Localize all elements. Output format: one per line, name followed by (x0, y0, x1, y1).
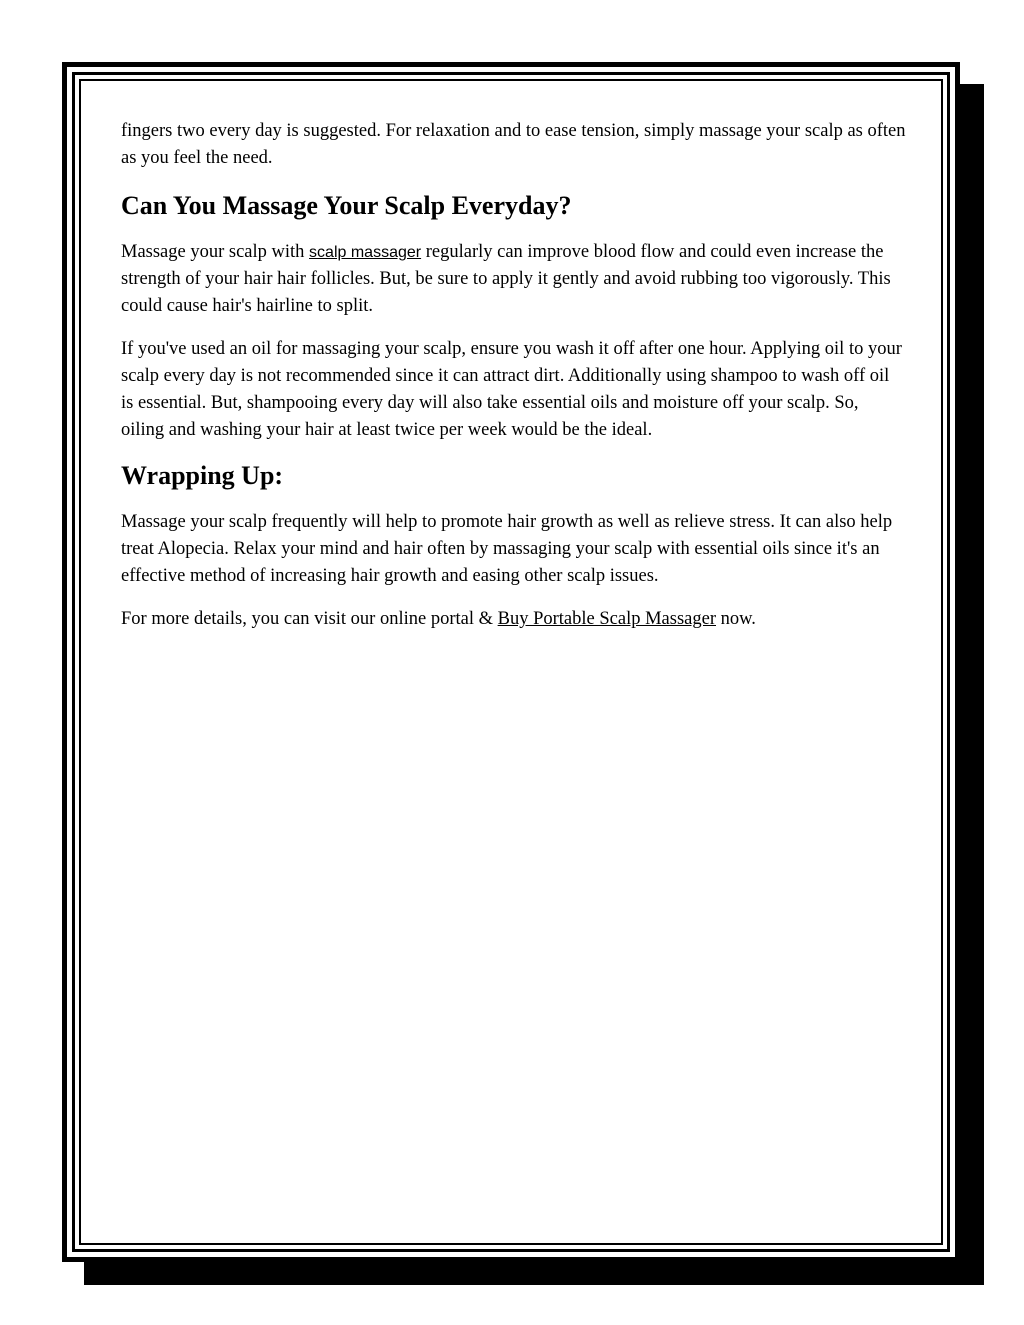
page-shadow-right (960, 84, 984, 1285)
section2-paragraph-1: Massage your scalp frequently will help to promote hair growth as well as relieve stress. It can also help treat Alopecia. Relax your mind and hair often by massaging your scalp with essential oils since it's an effective method of increasing hair growth and easing other scalp issues. (121, 512, 893, 586)
document-body (121, 118, 906, 649)
section1-p1-text-after: regularly can improve blood flow and could even increase the strength of your hair hair follicles. But, be sure to apply it gently and avoid rubbing too vigorously. This could cause hair's hairline to split. (121, 242, 891, 316)
page-shadow-bottom (84, 1262, 984, 1285)
section-heading-massage-everyday: Can You Massage Your Scalp Everyday? (121, 191, 572, 220)
buy-portable-scalp-massager-link[interactable]: Buy Portable Scalp Massager (497, 609, 716, 629)
section1-paragraph-2: If you've used an oil for massaging your scalp, ensure you wash it off after one hour. Applying oil to your scalp every day is not recommended since it can attract dirt. Additionally using shampoo to wash off oil is essential. But, shampooing every day will also take essential oils and moisture off your scalp. So, oiling and washing your hair at least twice per week would be the ideal. (121, 339, 902, 440)
section1-paragraph-1 (121, 239, 906, 320)
section2-p2-text-after: now. (716, 609, 756, 629)
section2-paragraph-2 (121, 606, 906, 633)
intro-paragraph: fingers two every day is suggested. For relaxation and to ease tension, simply massage your scalp as often as you feel the need. (121, 121, 906, 168)
section2-p2-text-before: For more details, you can visit our online portal & (121, 609, 498, 629)
scalp-massager-link[interactable]: scalp massager (309, 244, 422, 261)
section1-p1-text-before: Massage your scalp with (121, 242, 310, 262)
section-heading-wrapping-up: Wrapping Up: (121, 461, 284, 490)
